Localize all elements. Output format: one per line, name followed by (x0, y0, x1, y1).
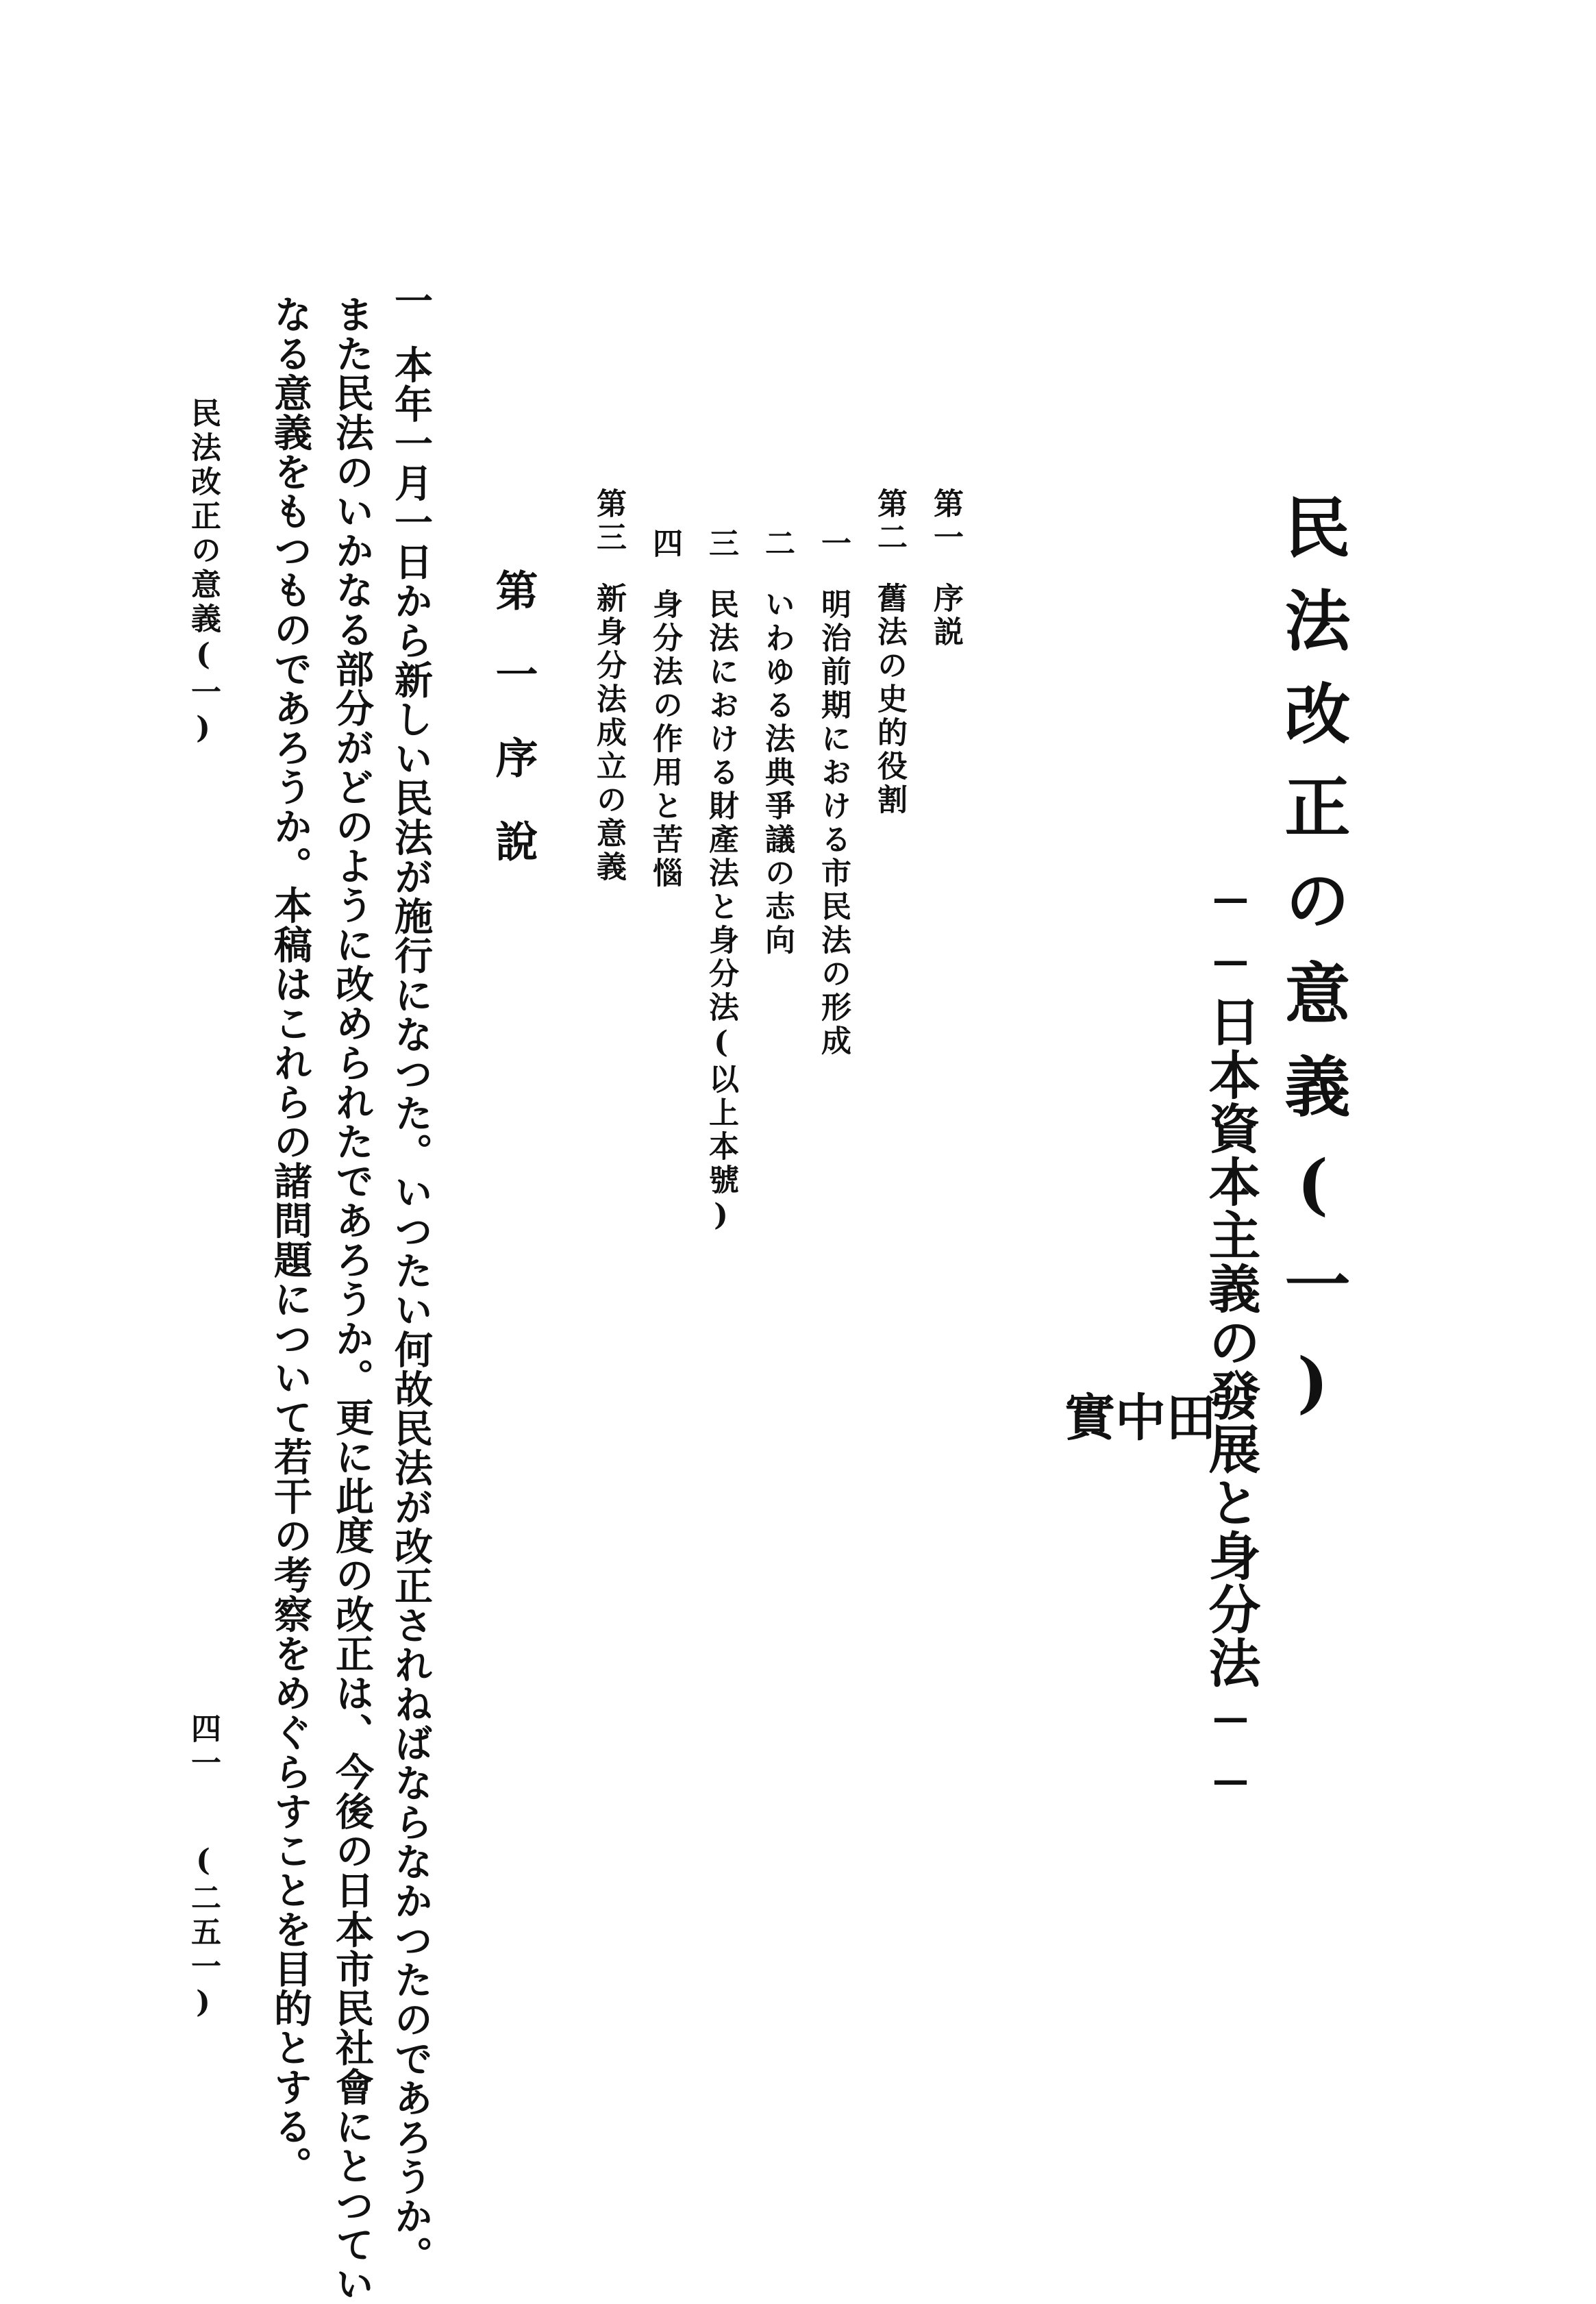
volume-page-number: (二五一) (186, 1843, 221, 2024)
body-paragraph-line: なる意義をもつものであろうか。本稿はこれらの諸問題について若干の考察をめぐらすことを目的とする。 (268, 295, 313, 2185)
toc-entry-number: 一 (816, 528, 851, 561)
article-subtitle: ──日本資本主義の發展と身分法── (1200, 870, 1261, 1814)
paragraph-number: 一 (388, 281, 434, 321)
toc-entry (760, 528, 795, 958)
author-char-2: 中 (1107, 1391, 1166, 1441)
author-name (1056, 1391, 1217, 1743)
toc-entry-text: 身分法の作用と苦惱 (647, 589, 682, 891)
toc-entry-number: 第一 (928, 488, 963, 555)
toc-entry (816, 528, 851, 1058)
running-title: 民法改正の意義(一) (186, 397, 221, 750)
toc-entry-number: 二 (760, 528, 795, 561)
toc-entry-number: 第二 (872, 488, 907, 555)
toc-entry-text: 舊法の史的役割 (872, 582, 907, 817)
article-title: 民法改正の意義(一) (1274, 493, 1351, 1448)
toc-entry-number: 三 (703, 528, 738, 561)
author-char-1: 田 (1158, 1391, 1217, 1441)
toc-entry (703, 528, 738, 1236)
author-char-3: 實 (1056, 1391, 1115, 1441)
toc-entry-text: 序説 (928, 582, 963, 649)
toc-entry-text: 民法における財產法と身分法(以上本號) (703, 589, 738, 1236)
toc-entry-text: 明治前期における市民法の形成 (816, 589, 851, 1058)
toc-entry-text: 新身分法成立の意義 (591, 582, 626, 884)
toc-entry (591, 488, 626, 884)
toc-entry (872, 488, 907, 817)
body-text: 本年一月一日から新しい民法が施行になつた。いつたい何故民法が改正されねばならなかつたのであろうか。 (388, 345, 434, 2275)
page-number: 四一 (186, 1713, 221, 1781)
body-paragraph-line (388, 281, 434, 2275)
body-paragraph-line: また民法のいかなる部分がどのように改められたであろうか。更に此度の改正は、今後の日本市民社會にとつてい (329, 295, 375, 2304)
page-number-block (186, 1713, 221, 2024)
toc-entry-number: 第三 (591, 488, 626, 555)
toc-entry (928, 488, 963, 649)
section-heading: 第一序說 (488, 569, 538, 903)
toc-entry (647, 528, 682, 891)
toc-entry-text: いわゆる法典爭議の志向 (760, 589, 795, 958)
toc-entry-number: 四 (647, 528, 682, 561)
